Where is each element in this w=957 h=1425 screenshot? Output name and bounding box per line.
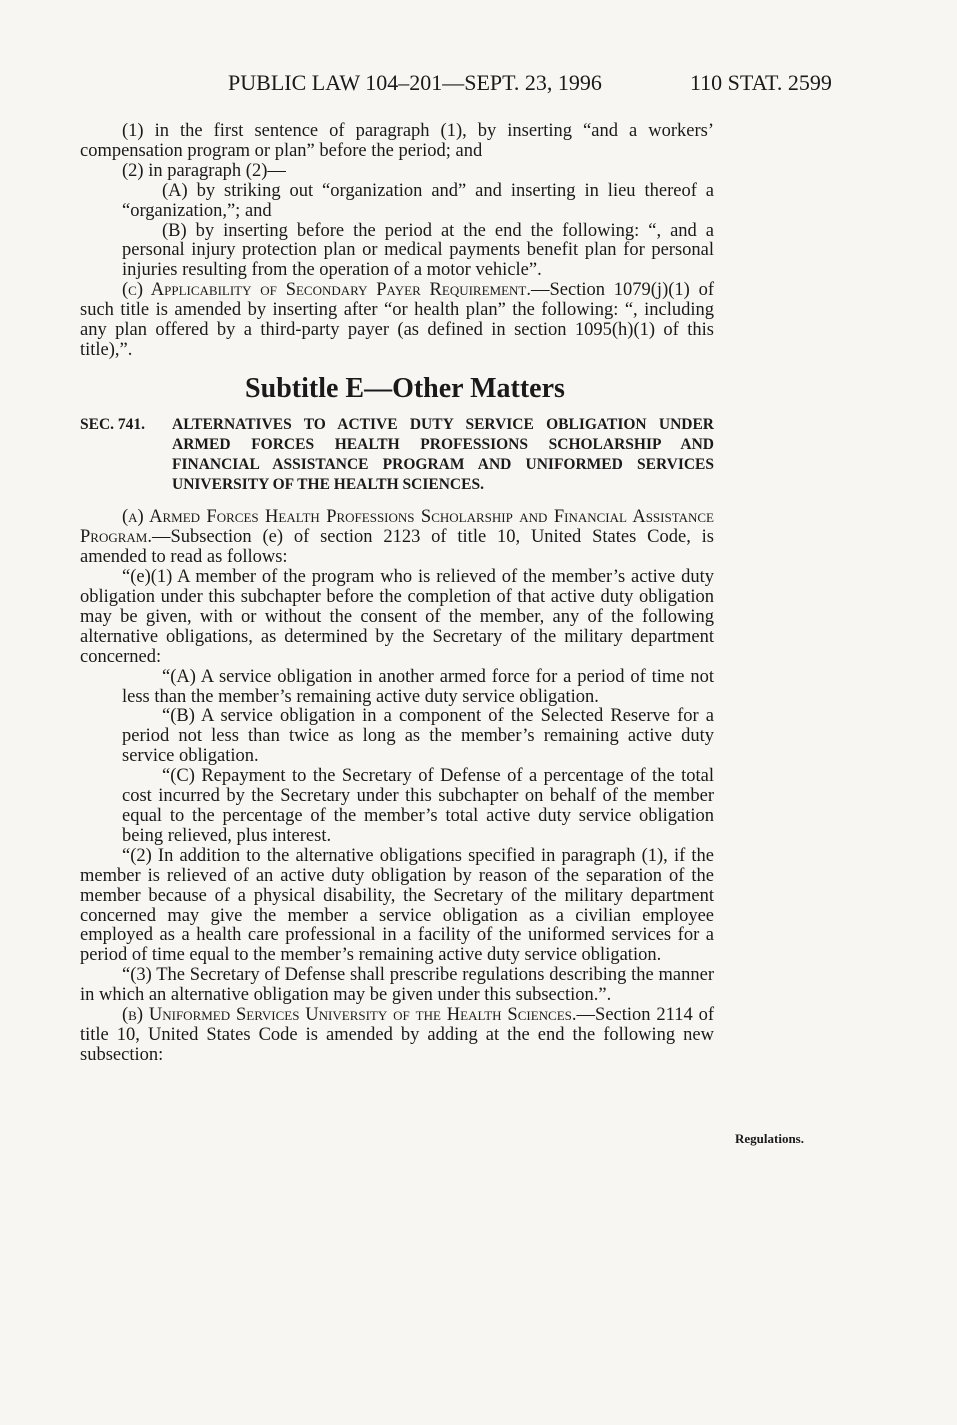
subsection-c-heading: (c) Applicability of Secondary Payer Requirement. xyxy=(122,280,531,301)
subsection-a-text: —Subsection (e) of section 2123 of title 10, United States Code, is amended to read as follows: xyxy=(80,527,714,568)
paragraph-2a: (A) by striking out “organization and” and inserting in lieu thereof a “organization,”; and xyxy=(122,180,714,221)
section-heading xyxy=(80,415,714,495)
subsection-c xyxy=(80,281,714,361)
paragraph-e1: “(e)(1) A member of the program who is relieved of the member’s active duty obligation under this subchapter before the completion of that active duty obligation may be given, with or without the consent of the member, any of the following alternative obligations, as determined by the Secretary of the military department concerned: xyxy=(80,567,714,667)
subsection-a xyxy=(80,508,714,568)
running-title: PUBLIC LAW 104–201—SEPT. 23, 1996 xyxy=(228,70,602,95)
subsection-b-text: —Section 2114 of title 10, United States Code is amended by adding at the end the following new subsection: xyxy=(80,1005,715,1065)
subsection-c-text: —Section 1079(j)(1) of such title is amended by inserting after “or health plan” the following: “, including any plan offered by a third-party payer (as defined in section 1095(h)(1) of this title),”. xyxy=(80,280,715,360)
paragraph-e3: “(3) The Secretary of Defense shall prescribe regulations describing the manner in which an alternative obligation may be given under this subsection.”. xyxy=(80,965,714,1006)
body-text xyxy=(80,122,714,1066)
section-number: SEC. 741. xyxy=(80,415,146,433)
statute-page-number: 110 STAT. 2599 xyxy=(690,70,832,95)
clause-C: “(C) Repayment to the Secretary of Defense of a percentage of the total cost incurred by the Secretary under this subchapter on behalf of the member equal to the percentage of the member’s total active duty service obligation being relieved, plus interest. xyxy=(122,766,714,846)
page-header xyxy=(0,70,957,104)
subtitle-heading: Subtitle E—Other Matters xyxy=(245,372,565,404)
paragraph-2: (2) in paragraph (2)— xyxy=(122,160,286,181)
subsection-b xyxy=(80,1006,714,1066)
paragraph-2b: (B) by inserting before the period at the end the following: “, and a personal injury protection plan or medical payments benefit plan for personal injuries resulting from the operation of a motor vehicle”. xyxy=(122,220,714,281)
paragraph-e2: “(2) In addition to the alternative obligations specified in paragraph (1), if the member is relieved of an active duty obligation by reason of the separation of the member because of a physical disability, the Secretary of the military department concerned may give the member a service obligation as a civilian employee employed as a health care professional in a facility of the uniformed services for a period of time equal to the member’s remaining active duty service obligation. xyxy=(80,845,714,966)
subsection-b-heading: (b) Uniformed Services University of the Health Sciences. xyxy=(122,1005,577,1026)
section-title: ALTERNATIVES TO ACTIVE DUTY SERVICE OBLIGATION UNDER ARMED FORCES HEALTH PROFESSIONS SCHOLARSHIP AND FINANCIAL ASSISTANCE PROGRAM AND UNIFORMED SERVICES UNIVERSITY OF THE HEALTH SCIENCES. xyxy=(172,415,714,493)
subsection-a-heading: (a) Armed Forces Health Professions Scholarship and Financial Assistance Program. xyxy=(80,507,714,548)
margin-note-regulations: Regulations. xyxy=(735,1131,804,1146)
clause-A: “(A) A service obligation in another armed force for a period of time not less than the member’s remaining active duty service obligation. xyxy=(122,666,714,707)
clause-B: “(B) A service obligation in a component of the Selected Reserve for a period not less than twice as long as the member’s remaining active duty service obligation. xyxy=(122,706,714,767)
paragraph-1: (1) in the first sentence of paragraph (1), by inserting “and a workers’ compensation program or plan” before the period; and xyxy=(80,121,714,161)
